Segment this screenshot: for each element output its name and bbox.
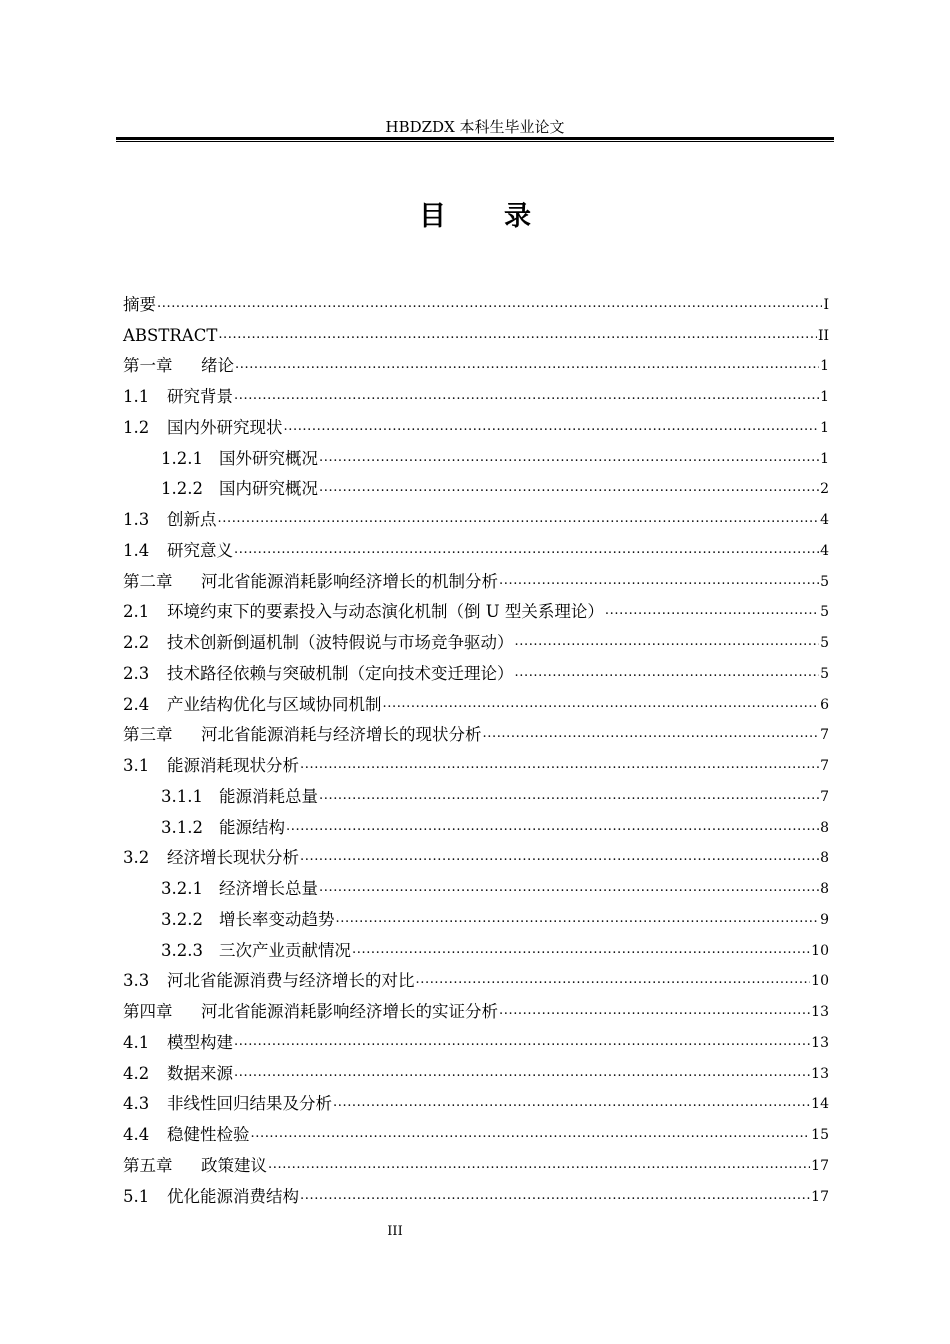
toc-entry-page: 5 xyxy=(820,665,829,682)
dot-leader xyxy=(218,512,820,526)
toc-entry-page: 13 xyxy=(811,1065,829,1082)
toc-entry-label: 摘要 xyxy=(123,294,156,314)
toc-entry-label: 增长率变动趋势 xyxy=(219,909,335,929)
toc-entry[interactable] xyxy=(123,776,829,807)
toc-entry[interactable] xyxy=(123,1084,829,1115)
table-of-contents xyxy=(123,284,829,1207)
toc-entry-page: 1 xyxy=(820,358,829,375)
dot-leader xyxy=(483,727,820,741)
toc-entry-page: 13 xyxy=(811,1034,829,1051)
toc-entry[interactable] xyxy=(123,530,829,561)
dot-leader xyxy=(235,358,819,372)
toc-entry[interactable] xyxy=(123,930,829,961)
toc-entry-number: 第二章 xyxy=(123,571,173,591)
toc-entry-number: 第五章 xyxy=(123,1155,173,1175)
toc-entry-label: 国外研究概况 xyxy=(219,448,318,468)
toc-entry-page: 7 xyxy=(820,727,829,744)
toc-entry-page: 1 xyxy=(820,419,829,436)
toc-entry-page: 15 xyxy=(811,1127,829,1143)
toc-entry[interactable] xyxy=(123,438,829,469)
toc-entry-number: 3.1.2 xyxy=(161,817,203,837)
toc-entry-page: 5 xyxy=(820,635,829,651)
toc-entry[interactable] xyxy=(123,622,829,653)
dot-leader xyxy=(333,1096,810,1110)
toc-entry-label: 模型构建 xyxy=(167,1032,233,1052)
toc-entry-label: 技术创新倒逼机制（波特假说与市场竞争驱动） xyxy=(167,633,514,652)
dot-leader xyxy=(234,1035,810,1049)
toc-entry[interactable] xyxy=(123,807,829,838)
toc-entry-page: 5 xyxy=(820,573,829,590)
toc-entry[interactable] xyxy=(123,1053,829,1084)
toc-entry-number: 3.2.2 xyxy=(161,909,203,929)
header-rule-thick xyxy=(116,137,834,140)
toc-entry-page: 4 xyxy=(820,512,829,528)
toc-entry-label: 国内外研究现状 xyxy=(167,417,283,437)
toc-entry-number: 3.2.1 xyxy=(161,879,203,898)
dot-leader xyxy=(336,912,820,926)
toc-entry[interactable] xyxy=(123,376,829,407)
toc-entry[interactable] xyxy=(123,653,829,684)
toc-entry[interactable] xyxy=(123,315,829,346)
toc-entry[interactable] xyxy=(123,469,829,500)
toc-entry-number: 2.3 xyxy=(123,663,150,683)
toc-entry-page: 17 xyxy=(811,1188,829,1205)
toc-entry-label: 经济增长现状分析 xyxy=(167,848,299,868)
dot-leader xyxy=(319,451,819,465)
toc-entry[interactable] xyxy=(123,745,829,776)
dot-leader xyxy=(234,389,819,403)
toc-entry-number: 2.4 xyxy=(123,694,150,714)
toc-entry-label: 经济增长总量 xyxy=(219,879,318,898)
dot-leader xyxy=(319,789,819,803)
dot-leader xyxy=(300,758,819,772)
dot-leader xyxy=(251,1127,811,1141)
toc-title-left: 目 xyxy=(419,201,446,232)
dot-leader xyxy=(218,328,817,342)
toc-entry[interactable] xyxy=(123,899,829,930)
dot-leader xyxy=(234,543,819,557)
toc-entry-number: 5.1 xyxy=(123,1186,150,1206)
toc-entry[interactable] xyxy=(123,961,829,992)
toc-entry-page: 4 xyxy=(820,542,829,559)
toc-entry-number: 4.4 xyxy=(123,1125,150,1144)
toc-entry-page: 8 xyxy=(820,850,829,867)
toc-entry-number: 1.3 xyxy=(123,510,150,529)
toc-entry-label: 河北省能源消耗影响经济增长的机制分析 xyxy=(201,571,498,591)
toc-entry-number: 1.2.1 xyxy=(161,448,203,468)
toc-entry-page: 13 xyxy=(811,1004,829,1020)
toc-entry[interactable] xyxy=(123,407,829,438)
toc-entry-number: 1.4 xyxy=(123,540,150,560)
toc-entry-label: 绪论 xyxy=(201,356,234,376)
toc-entry[interactable] xyxy=(123,499,829,530)
toc-entry-label: 政策建议 xyxy=(201,1155,267,1175)
dot-leader xyxy=(319,481,819,495)
toc-entry-label: 能源结构 xyxy=(219,817,285,837)
toc-entry-label: 国内研究概况 xyxy=(219,479,318,499)
toc-entry-label: 数据来源 xyxy=(167,1063,233,1083)
toc-entry-number: 4.2 xyxy=(123,1063,150,1083)
toc-entry-page: 6 xyxy=(820,696,829,713)
toc-entry-label: 环境约束下的要素投入与动态演化机制（倒 U 型关系理论） xyxy=(167,602,604,622)
toc-entry-number: 1.2 xyxy=(123,417,150,437)
toc-entry[interactable] xyxy=(123,991,829,1022)
toc-entry-page: 10 xyxy=(811,942,829,959)
dot-leader xyxy=(605,604,819,618)
toc-entry-label: 非线性回归结果及分析 xyxy=(167,1094,332,1114)
toc-entry-number: 3.1.1 xyxy=(161,786,203,806)
toc-entry-page: 10 xyxy=(811,973,829,990)
toc-entry-label: 研究背景 xyxy=(167,387,233,406)
dot-leader xyxy=(499,1004,810,1018)
toc-entry-number: 4.3 xyxy=(123,1094,150,1114)
dot-leader xyxy=(284,420,820,434)
dot-leader xyxy=(499,574,819,588)
toc-entry-number: 1.1 xyxy=(123,387,150,406)
toc-entry[interactable] xyxy=(123,868,829,899)
dot-leader xyxy=(515,635,820,649)
toc-entry-page: 8 xyxy=(820,881,829,897)
toc-title xyxy=(0,194,950,233)
toc-entry-label: 研究意义 xyxy=(167,540,233,560)
toc-entry[interactable] xyxy=(123,346,829,377)
running-header: HBDZDX 本科生毕业论文 xyxy=(385,118,565,136)
toc-entry-label: 优化能源消费结构 xyxy=(167,1186,299,1206)
toc-title-right: 录 xyxy=(504,201,531,232)
toc-entry-label: 创新点 xyxy=(167,510,217,529)
toc-entry-label: 产业结构优化与区域协同机制 xyxy=(167,694,382,714)
toc-entry[interactable] xyxy=(123,1176,829,1207)
toc-entry-page: 9 xyxy=(820,911,829,928)
dot-leader xyxy=(268,1158,810,1172)
dot-leader xyxy=(234,1066,810,1080)
dot-leader xyxy=(352,943,810,957)
toc-entry-number: 3.2 xyxy=(123,848,150,868)
toc-entry-label: 技术路径依赖与突破机制（定向技术变迁理论） xyxy=(167,663,514,683)
toc-entry-label: 稳健性检验 xyxy=(167,1125,250,1144)
toc-entry-page: 7 xyxy=(820,788,829,805)
header-rule-thin xyxy=(116,141,834,142)
page-number: III xyxy=(387,1224,403,1239)
toc-entry-label: ABSTRACT xyxy=(123,325,218,345)
toc-entry-number: 1.2.2 xyxy=(161,479,203,499)
toc-entry[interactable] xyxy=(123,1145,829,1176)
dot-leader xyxy=(286,820,819,834)
toc-entry-page: I xyxy=(823,296,829,313)
toc-entry-label: 河北省能源消耗影响经济增长的实证分析 xyxy=(201,1002,498,1021)
toc-entry-number: 3.3 xyxy=(123,971,150,991)
dot-leader xyxy=(319,881,819,895)
toc-entry-page: 5 xyxy=(820,604,829,621)
toc-entry-number: 2.1 xyxy=(123,602,150,622)
toc-entry-page: 8 xyxy=(820,819,829,836)
toc-entry-label: 河北省能源消耗与经济增长的现状分析 xyxy=(201,725,482,745)
toc-entry-label: 三次产业贡献情况 xyxy=(219,940,351,960)
toc-entry-page: 2 xyxy=(820,481,829,498)
toc-entry-page: 14 xyxy=(811,1096,829,1113)
toc-entry[interactable] xyxy=(123,715,829,746)
dot-leader xyxy=(157,297,822,311)
toc-entry[interactable] xyxy=(123,684,829,715)
toc-entry-page: 17 xyxy=(811,1157,829,1174)
toc-entry[interactable] xyxy=(123,838,829,869)
toc-entry-number: 第一章 xyxy=(123,356,173,376)
toc-entry-number: 3.1 xyxy=(123,756,150,775)
toc-entry[interactable] xyxy=(123,1022,829,1053)
toc-entry-number: 第四章 xyxy=(123,1002,173,1021)
toc-entry[interactable] xyxy=(123,284,829,315)
toc-entry[interactable] xyxy=(123,592,829,623)
toc-entry-number: 第三章 xyxy=(123,725,173,745)
dot-leader xyxy=(300,1189,810,1203)
toc-entry-number: 3.2.3 xyxy=(161,940,203,960)
toc-entry[interactable] xyxy=(123,561,829,592)
dot-leader xyxy=(515,666,820,680)
toc-entry-number: 2.2 xyxy=(123,633,150,652)
toc-entry-page: 7 xyxy=(820,758,829,774)
toc-entry-page: 1 xyxy=(820,450,829,467)
toc-entry-number: 4.1 xyxy=(123,1032,150,1052)
dot-leader xyxy=(300,850,819,864)
toc-entry-page: 1 xyxy=(820,389,829,405)
toc-entry-label: 河北省能源消费与经济增长的对比 xyxy=(167,971,415,991)
toc-entry[interactable] xyxy=(123,1114,829,1145)
toc-entry-label: 能源消耗现状分析 xyxy=(167,756,299,775)
dot-leader xyxy=(416,973,811,987)
dot-leader xyxy=(383,697,820,711)
toc-entry-page: II xyxy=(817,327,829,344)
toc-entry-label: 能源消耗总量 xyxy=(219,786,318,806)
